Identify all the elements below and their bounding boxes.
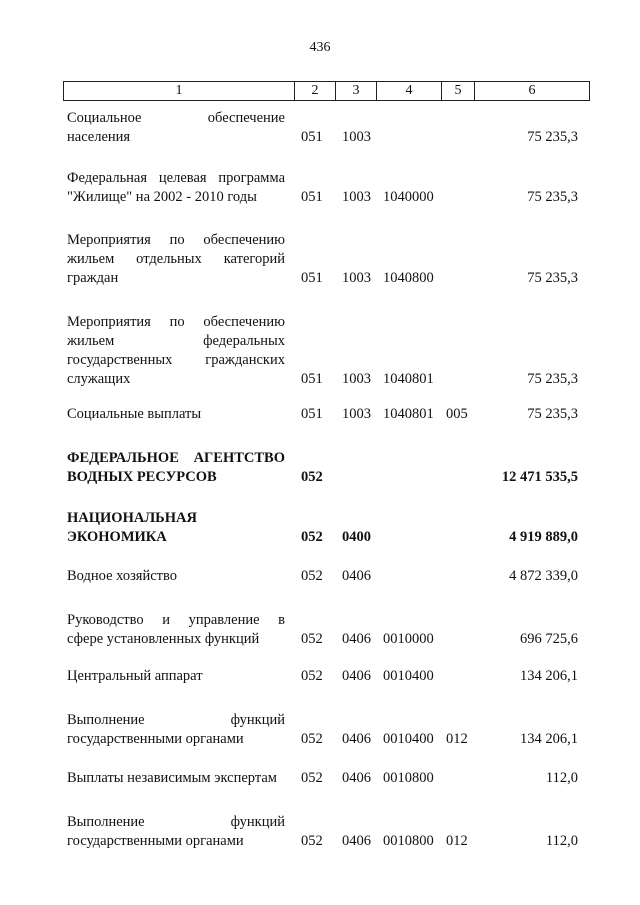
row-title <box>67 567 285 586</box>
row-title <box>67 769 285 788</box>
cell-c3: 1003 <box>342 371 371 387</box>
row-title-line: граждан <box>67 270 119 286</box>
row-title-line: государственными органами <box>67 731 244 747</box>
column-header-2: 2 <box>295 82 336 101</box>
row-title-line: Мероприятия по обеспечению <box>67 232 285 248</box>
table-row <box>0 313 640 389</box>
cell-c2: 052 <box>301 731 323 747</box>
row-title-line: государственными органами <box>67 833 244 849</box>
cell-c2: 051 <box>301 270 323 286</box>
cell-c4: 0010000 <box>383 631 434 647</box>
cell-c2: 052 <box>301 770 323 786</box>
cell-c2: 052 <box>301 469 323 485</box>
table-row <box>0 611 640 649</box>
cell-c3: 0406 <box>342 568 371 584</box>
row-title <box>67 813 285 851</box>
cell-c4: 0010400 <box>383 668 434 684</box>
column-header-5: 5 <box>442 82 475 101</box>
row-title-line: Мероприятия по обеспечению <box>67 314 285 330</box>
column-header-3: 3 <box>336 82 377 101</box>
row-title <box>67 509 285 547</box>
cell-c4: 0010800 <box>383 770 434 786</box>
table-row <box>0 169 640 207</box>
cell-c5: 012 <box>446 731 468 747</box>
cell-c6: 134 206,1 <box>520 731 578 747</box>
cell-c6: 75 235,3 <box>527 129 578 145</box>
cell-c2: 051 <box>301 189 323 205</box>
cell-c6: 75 235,3 <box>527 371 578 387</box>
table-row <box>0 109 640 147</box>
row-title-line: Социальное обеспечение <box>67 110 285 126</box>
column-header-6: 6 <box>475 82 590 101</box>
row-title <box>67 231 285 288</box>
cell-c4: 0010800 <box>383 833 434 849</box>
cell-c3: 1003 <box>342 189 371 205</box>
table-row <box>0 231 640 288</box>
table-row <box>0 509 640 547</box>
cell-c6: 696 725,6 <box>520 631 578 647</box>
cell-c4: 0010400 <box>383 731 434 747</box>
row-title-line: жильем отдельных категорий <box>67 251 285 267</box>
row-title-line: служащих <box>67 371 131 387</box>
row-title-line: сфере установленных функций <box>67 631 260 647</box>
cell-c6: 75 235,3 <box>527 189 578 205</box>
row-title-line: "Жилище" на 2002 - 2010 годы <box>67 189 257 205</box>
row-title <box>67 405 285 424</box>
column-header-1: 1 <box>64 82 295 101</box>
cell-c6: 75 235,3 <box>527 406 578 422</box>
cell-c2: 052 <box>301 631 323 647</box>
row-title <box>67 667 285 686</box>
cell-c6: 4 872 339,0 <box>509 568 578 584</box>
row-title <box>67 711 285 749</box>
cell-c2: 051 <box>301 371 323 387</box>
row-title-line: Выполнение функций <box>67 814 285 830</box>
cell-c4: 1040000 <box>383 189 434 205</box>
row-title <box>67 169 285 207</box>
cell-c4: 1040801 <box>383 371 434 387</box>
cell-c2: 051 <box>301 406 323 422</box>
cell-c3: 0406 <box>342 631 371 647</box>
table-row <box>0 449 640 487</box>
row-title-line: населения <box>67 129 131 145</box>
row-title-line: Выплаты независимым экспертам <box>67 770 277 786</box>
cell-c3: 0406 <box>342 668 371 684</box>
cell-c3: 0400 <box>342 529 371 545</box>
cell-c4: 1040801 <box>383 406 434 422</box>
row-title-line: Федеральная целевая программа <box>67 170 285 186</box>
cell-c4: 1040800 <box>383 270 434 286</box>
table-row <box>0 567 640 586</box>
row-title <box>67 449 285 487</box>
table-row <box>0 711 640 749</box>
row-title-line: Водное хозяйство <box>67 568 178 584</box>
cell-c6: 112,0 <box>545 770 578 786</box>
cell-c5: 012 <box>446 833 468 849</box>
row-title-line: Руководство и управление в <box>67 612 285 628</box>
cell-c6: 12 471 535,5 <box>501 469 578 485</box>
table-row <box>0 405 640 424</box>
table-row <box>0 769 640 788</box>
cell-c2: 052 <box>301 529 323 545</box>
cell-c3: 1003 <box>342 406 371 422</box>
row-title <box>67 109 285 147</box>
table-row <box>0 667 640 686</box>
cell-c6: 75 235,3 <box>527 270 578 286</box>
cell-c6: 112,0 <box>545 833 578 849</box>
cell-c3: 1003 <box>342 270 371 286</box>
cell-c2: 052 <box>301 668 323 684</box>
cell-c6: 4 919 889,0 <box>509 529 578 545</box>
row-title <box>67 611 285 649</box>
row-title <box>67 313 285 389</box>
row-title-line: ВОДНЫХ РЕСУРСОВ <box>67 469 217 485</box>
row-title-line: государственных гражданских <box>67 352 285 368</box>
cell-c3: 0406 <box>342 833 371 849</box>
row-title-line: НАЦИОНАЛЬНАЯ <box>67 510 197 526</box>
cell-c2: 051 <box>301 129 323 145</box>
cell-c2: 052 <box>301 568 323 584</box>
row-title-line: Социальные выплаты <box>67 406 202 422</box>
column-header-table <box>63 81 590 101</box>
row-title-line: ФЕДЕРАЛЬНОЕ АГЕНТСТВО <box>67 450 285 466</box>
cell-c2: 052 <box>301 833 323 849</box>
cell-c5: 005 <box>446 406 468 422</box>
cell-c3: 1003 <box>342 129 371 145</box>
cell-c6: 134 206,1 <box>520 668 578 684</box>
row-title-line: ЭКОНОМИКА <box>67 529 167 545</box>
row-title-line: Центральный аппарат <box>67 668 203 684</box>
row-title-line: Выполнение функций <box>67 712 285 728</box>
column-header-4: 4 <box>377 82 442 101</box>
row-title-line: жильем федеральных <box>67 333 285 349</box>
page-number: 436 <box>309 40 331 55</box>
cell-c3: 0406 <box>342 770 371 786</box>
table-row <box>0 813 640 851</box>
cell-c3: 0406 <box>342 731 371 747</box>
